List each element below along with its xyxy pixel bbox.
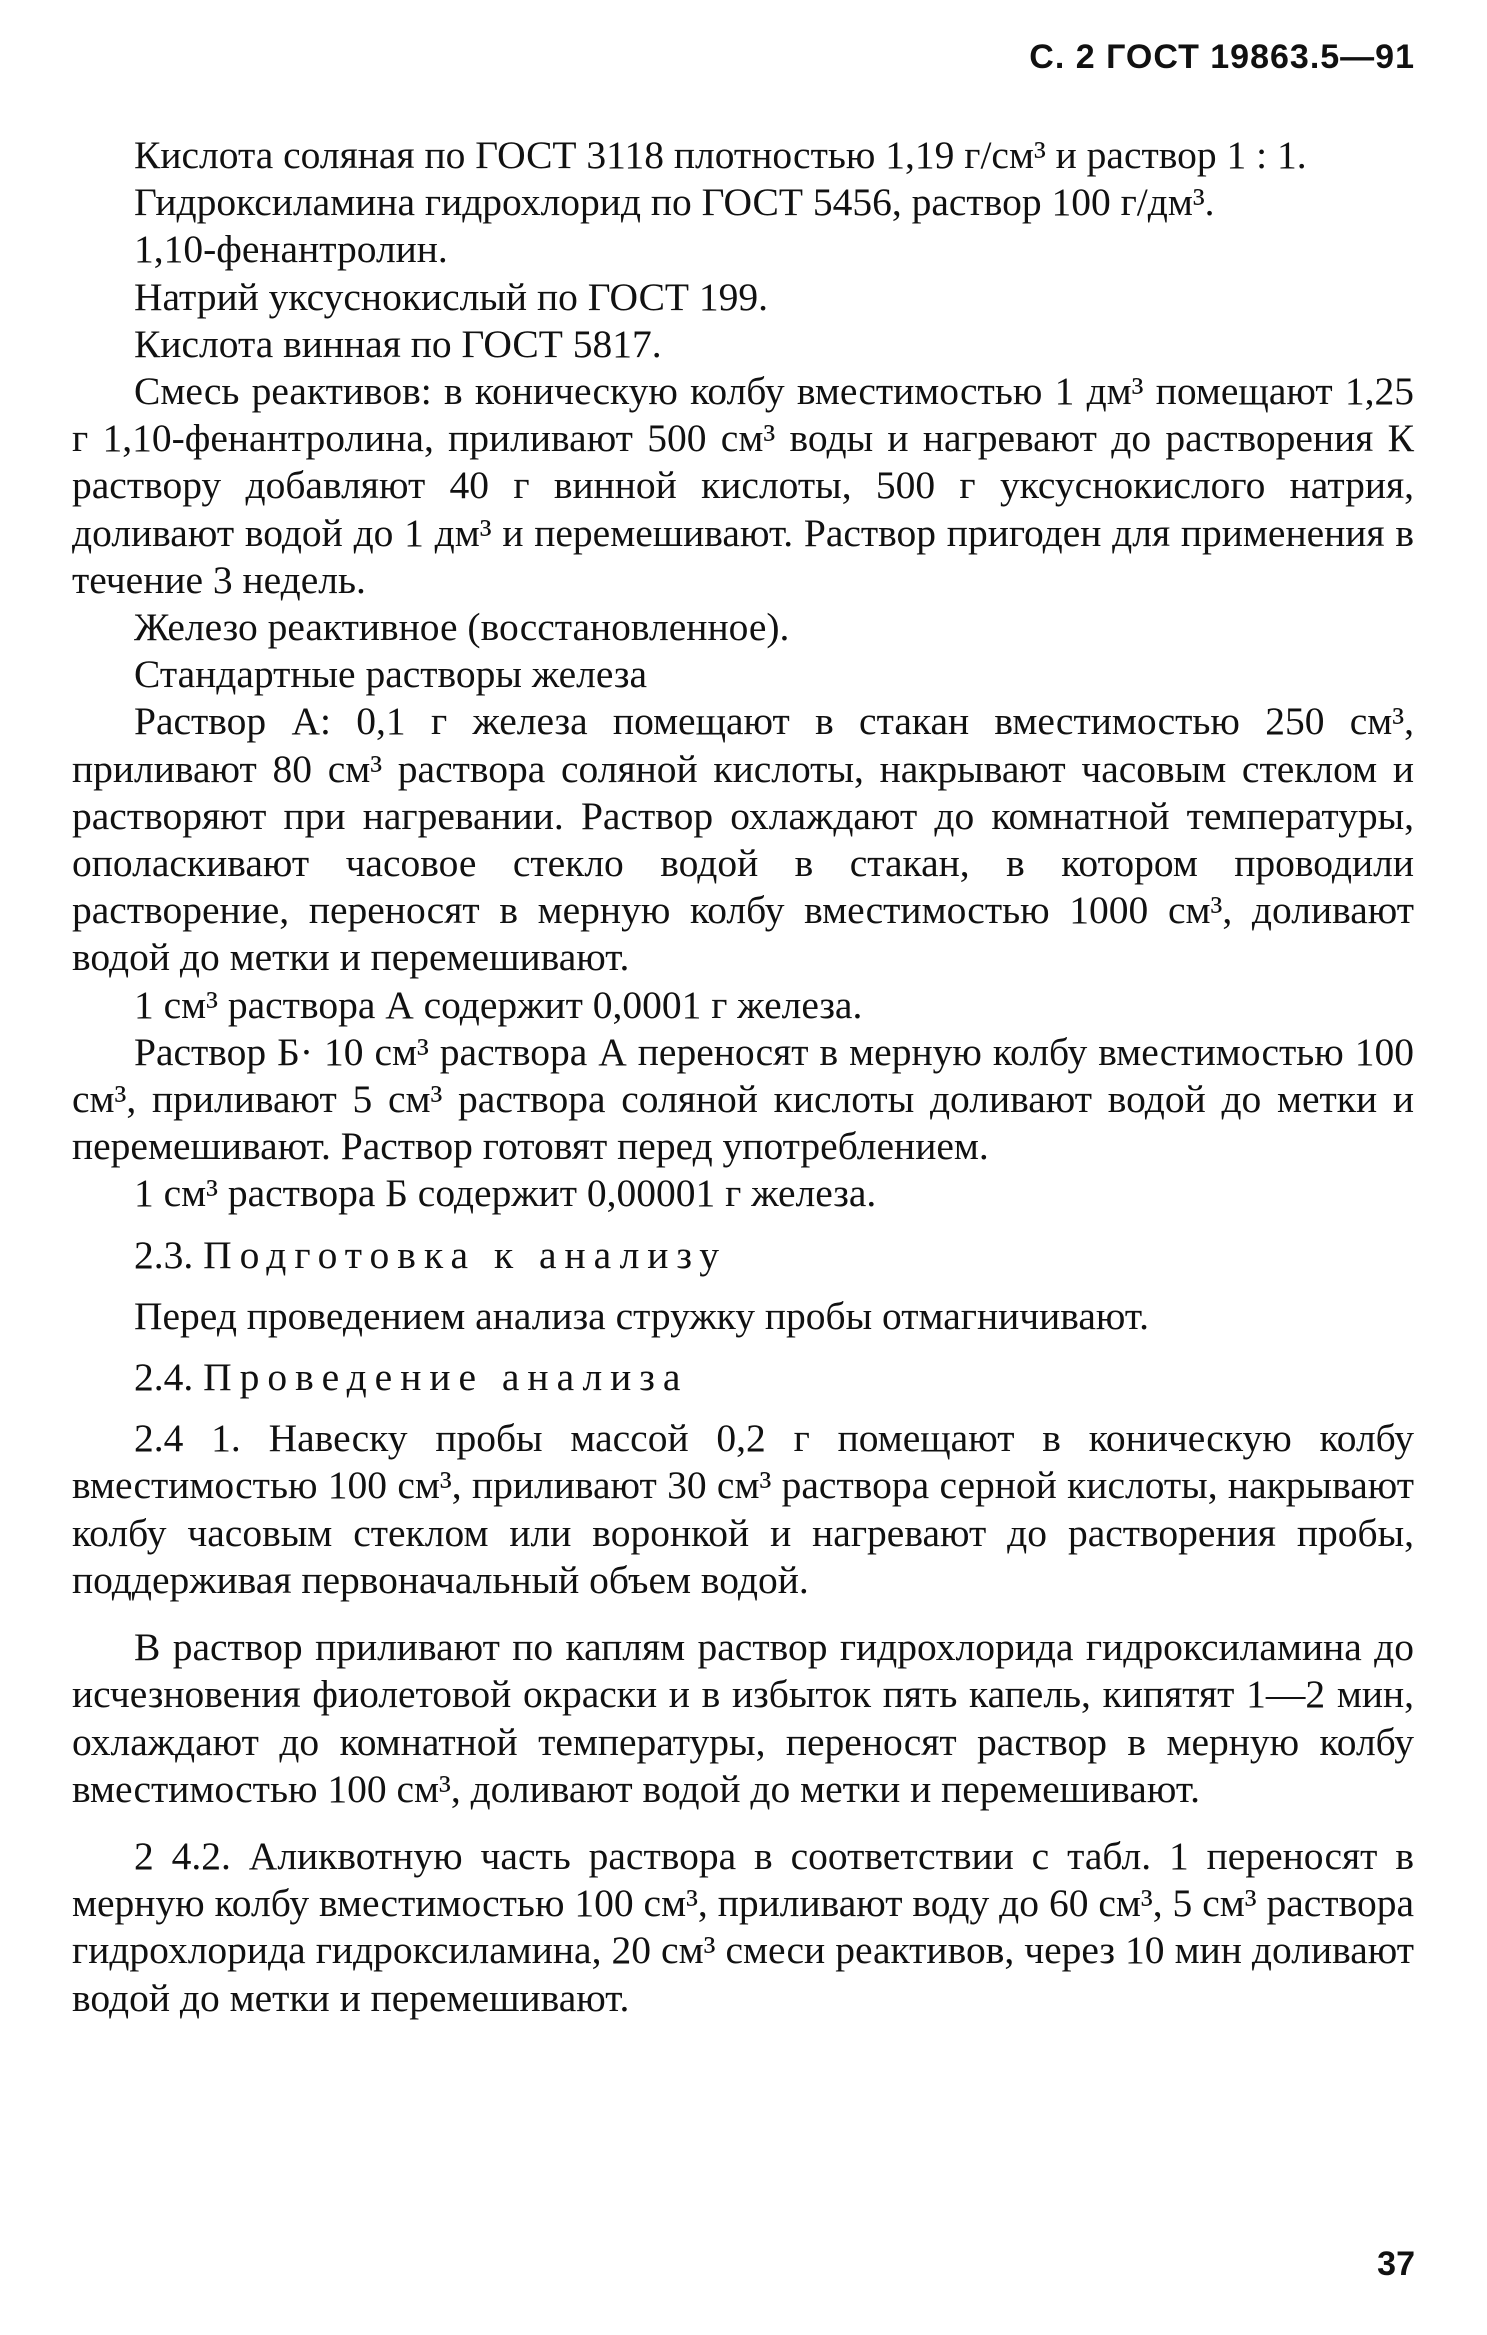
paragraph-preparation: Перед проведением анализа стружку пробы отмагничивают. [134, 1293, 1150, 1338]
paragraph-tartaric-acid: Кислота винная по ГОСТ 5817. [134, 321, 662, 366]
section-number: 2.3. [134, 1232, 194, 1277]
paragraph-standard-solutions: Стандартные растворы железа [134, 652, 647, 697]
paragraph-hydroxylamine-addition: В раствор приливают по каплям раствор гидрохлорида гидроксиламина до исчезновения фиолетовой окраски и в избыток пять капель, кипятят 1—2 мин, охлаждают до комнатной температуры, переносят раствор в мерную колбу вместимостью 100 см³, доливают водой до метки и перемешивают. [72, 1625, 1414, 1811]
paragraph-iron-reactive: Железо реактивное (восстановленное). [134, 605, 790, 650]
paragraph-hydrochloric-acid: Кислота соляная по ГОСТ 3118 плотностью 1,19 г/см³ и раствор 1 : 1. [134, 133, 1307, 177]
running-header: С. 2 ГОСТ 19863.5—91 [1029, 38, 1415, 76]
section-title: Подготовка к анализу [203, 1232, 727, 1277]
page-number: 37 [1377, 2245, 1415, 2283]
section-title: Проведение анализа [203, 1355, 689, 1400]
paragraph-2-4-1: 2.4 1. Навеску пробы массой 0,2 г помещают в коническую колбу вместимостью 100 см³, приливают 30 см³ раствора серной кислоты, накрывают колбу часовым стеклом или воронкой и нагревают до растворения пробы, поддерживая первоначальный объем водой. [72, 1416, 1414, 1602]
section-heading-2-3 [72, 1232, 1414, 1279]
section-heading-2-4 [72, 1354, 1414, 1401]
paragraph-solution-b: Раствор Б· 10 см³ раствора А переносят в мерную колбу вместимостью 100 см³, приливают 5 см³ раствора соляной кислоты доливают водой до метки и перемешивают. Раствор готовят перед употреблением. [72, 1029, 1414, 1169]
document-body [72, 132, 1414, 2022]
paragraph-reagent-mixture: Смесь реактивов: в коническую колбу вместимостью 1 дм³ помещают 1,25 г 1,10-фенантролина, приливают 500 см³ воды и нагревают до растворения К раствору добавляют 40 г винной кислоты, 500 г уксуснокислого натрия, доливают водой до 1 дм³ и перемешивают. Раствор пригоден для применения в течение 3 недель. [72, 369, 1414, 602]
paragraph-phenanthroline: 1,10-фенантролин. [134, 227, 448, 272]
paragraph-hydroxylamine: Гидроксиламина гидрохлорид по ГОСТ 5456, раствор 100 г/дм³. [134, 180, 1215, 225]
paragraph-solution-b-content: 1 см³ раствора Б содержит 0,00001 г железа. [134, 1171, 877, 1216]
paragraph-solution-a-content: 1 см³ раствора А содержит 0,0001 г железа. [134, 982, 863, 1027]
paragraph-solution-a: Раствор А: 0,1 г железа помещают в стакан вместимостью 250 см³, приливают 80 см³ раствора соляной кислоты, накрывают часовым стеклом и растворяют при нагревании. Раствор охлаждают до комнатной температуры, ополаскивают часовое стекло водой в стакан, в котором проводили растворение, переносят в мерную колбу вместимостью 1000 см³, доливают водой до метки и перемешивают. [72, 699, 1414, 980]
section-number: 2.4. [134, 1355, 194, 1400]
paragraph-2-4-2: 2 4.2. Аликвотную часть раствора в соответствии с табл. 1 переносят в мерную колбу вместимостью 100 см³, приливают воду до 60 см³, 5 см³ раствора гидрохлорида гидроксиламина, 20 см³ смеси реактивов, через 10 мин доливают водой до метки и перемешивают. [72, 1833, 1414, 2020]
paragraph-sodium-acetate: Натрий уксуснокислый по ГОСТ 199. [134, 274, 769, 319]
